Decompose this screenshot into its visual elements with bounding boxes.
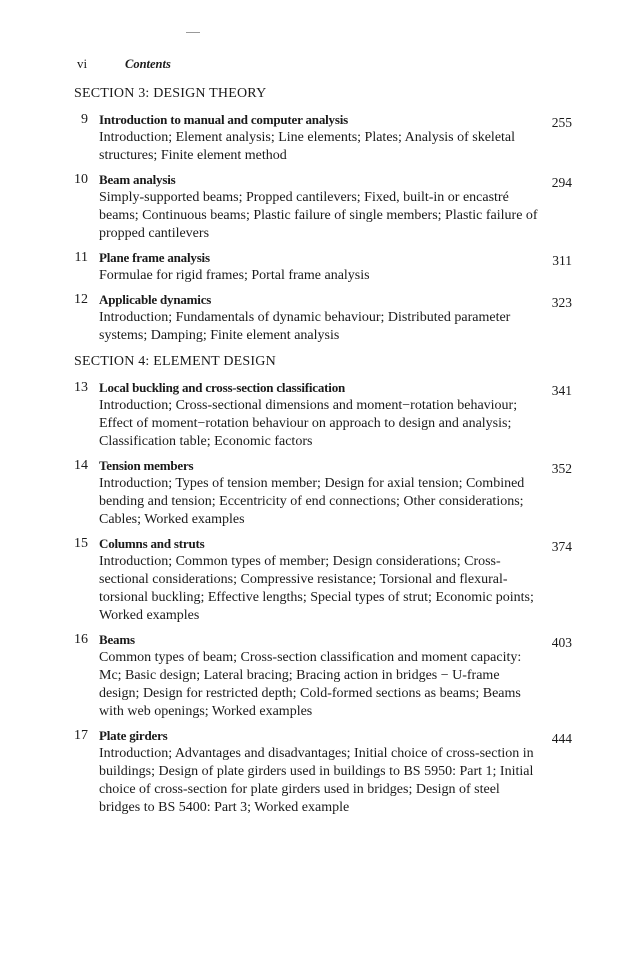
chapter-number: 11 xyxy=(74,250,88,265)
section-4-title: SECTION 4: ELEMENT DESIGN xyxy=(74,354,276,369)
chapter-number: 9 xyxy=(81,112,88,127)
chapter-title: Applicable dynamics xyxy=(99,292,212,307)
chapter-title: Introduction to manual and computer analysis xyxy=(99,112,348,127)
toc-entry-12 xyxy=(72,291,572,345)
chapter-title: Tension members xyxy=(99,458,194,473)
chapter-description: Introduction; Element analysis; Line elements; Plates; Analysis of skeletal structures; Finite element method xyxy=(99,130,516,163)
chapter-description: Introduction; Common types of member; Design considerations; Cross-sectional considerations; Compressive resistance; Torsional and flexural-torsional buckling; Effective lengths; Special types of strut; Economic points; Worked examples xyxy=(99,554,534,623)
chapter-number: 17 xyxy=(74,728,88,743)
chapter-number: 13 xyxy=(74,380,88,395)
table-of-contents xyxy=(72,86,572,823)
chapter-description: Common types of beam; Cross-section classification and moment capacity: Mc; Basic design; Lateral bracing; Bracing action in bridges − U-frame design; Design for restricted depth; Cold-formed sections as beams; Beams with web openings; Worked examples xyxy=(99,650,522,719)
chapter-page: 352 xyxy=(551,461,572,476)
page-top-mark xyxy=(186,32,200,33)
chapter-number: 16 xyxy=(74,632,88,647)
toc-entry-14 xyxy=(72,457,572,529)
chapter-title: Beam analysis xyxy=(99,172,176,187)
chapter-page: 374 xyxy=(551,539,572,554)
chapter-description: Introduction; Fundamentals of dynamic behaviour; Distributed parameter systems; Damping; Finite element analysis xyxy=(99,310,511,343)
chapter-page: 341 xyxy=(551,383,572,398)
chapter-description: Introduction; Types of tension member; Design for axial tension; Combined bending and tension; Eccentricity of end connections; Other considerations; Cables; Worked examples xyxy=(99,476,525,527)
chapter-page: 311 xyxy=(552,253,572,268)
chapter-title: Columns and struts xyxy=(99,536,205,551)
toc-entry-9 xyxy=(72,111,572,165)
chapter-title: Plate girders xyxy=(99,728,168,743)
chapter-page: 255 xyxy=(551,115,572,130)
chapter-number: 14 xyxy=(74,458,88,473)
toc-entry-10 xyxy=(72,171,572,243)
chapter-page: 403 xyxy=(551,635,572,650)
toc-entry-15 xyxy=(72,535,572,625)
chapter-description: Introduction; Cross-sectional dimensions and moment−rotation behaviour; Effect of moment−rotation behaviour on approach to design and analysis; Classification table; Economic factors xyxy=(99,398,518,449)
toc-entry-13 xyxy=(72,379,572,451)
toc-entry-11 xyxy=(72,249,572,285)
chapter-page: 323 xyxy=(551,295,572,310)
chapter-number: 15 xyxy=(74,536,88,551)
running-title: Contents xyxy=(125,57,171,71)
chapter-description: Simply-supported beams; Propped cantilevers; Fixed, built-in or encastré beams; Continuous beams; Plastic failure of single members; Plastic failure of propped cantilevers xyxy=(99,190,538,241)
chapter-page: 444 xyxy=(551,731,572,746)
chapter-number: 12 xyxy=(74,292,88,307)
running-header xyxy=(77,56,171,72)
section-3-title: SECTION 3: DESIGN THEORY xyxy=(74,86,267,101)
chapter-description: Formulae for rigid frames; Portal frame analysis xyxy=(99,268,370,283)
chapter-number: 10 xyxy=(74,172,88,187)
toc-entry-16 xyxy=(72,631,572,721)
chapter-title: Beams xyxy=(99,632,135,647)
toc-entry-17 xyxy=(72,727,572,817)
chapter-title: Plane frame analysis xyxy=(99,250,210,265)
page-number: vi xyxy=(77,56,88,71)
chapter-title: Local buckling and cross-section classification xyxy=(99,380,346,395)
chapter-page: 294 xyxy=(551,175,572,190)
chapter-description: Introduction; Advantages and disadvantages; Initial choice of cross-section in buildings; Design of plate girders used in buildings to BS 5950: Part 1; Initial choice of cross-section for plate girders used in bridges; Design of steel bridges to BS 5400: Part 3; Worked example xyxy=(99,746,534,815)
